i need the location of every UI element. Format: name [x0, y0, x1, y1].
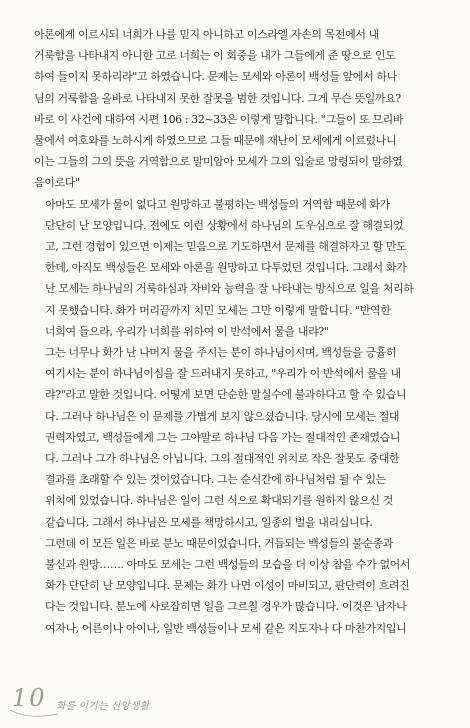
text-line: 불신과 원망……. 아마도 모세는 그런 백성들의 모습을 더 이상 참을 수가 없어서 [45, 558, 411, 572]
text-line: 아론에게 이르시되 너희가 나를 믿지 아니하고 이스라엘 자손의 목전에서 내 [34, 28, 379, 41]
text-line: 아마도 모세가 물이 없다고 원망하고 불평하는 백성들의 거역함 때문에 화가 [45, 197, 390, 211]
text-line: 화가 단단히 난 모양입니다. 문제는 화가 나면 이성이 마비되고, 판단력이 흐려진 [45, 579, 410, 593]
body-text [34, 24, 440, 639]
text-line: 다는 것입니다. 분노에 사로잡히면 일을 그르칠 경우가 많습니다. 이것은 남자나 [45, 600, 407, 614]
text-line: 거룩함을 나타내지 아니한 고로 너희는 이 회중을 내가 그들에게 준 땅으로 인도 [34, 49, 396, 63]
page-footer [8, 684, 208, 720]
text-line: 여자나, 어른이나 아이나, 일반 백성들이나 모세 같은 지도자나 다 마찬가지입니 [45, 621, 407, 635]
running-title: 화를 이기는 신앙생활 [56, 701, 150, 712]
text-line: 한데, 아직도 백성들은 모세와 아론을 원망하고 다투었던 것입니다. 그래서 화가 [45, 261, 407, 275]
text-line: 바로 이 사건에 대하여 시편 106 : 32~33은 이렇게 말합니다. "그들이 또 므리바 [34, 112, 404, 126]
text-line: 위치에 있었습니다. 하나님은 일이 그런 식으로 확대되기를 원하지 않으신 것 [45, 494, 393, 508]
text-line: 음이로다" [34, 176, 80, 190]
paragraph [34, 342, 440, 533]
text-line: 결과를 초래할 수 있는 것이었습니다. 그는 순식간에 하나님처럼 될 수 있는 [45, 473, 386, 487]
text-line: 여기시는 분이 하나님이심을 잘 드러내지 못하고, "우리가 이 반석에서 물을 내 [45, 367, 401, 381]
text-line: 하여 들이지 못하리라"고 하였습니다. 문제는 모세와 아론이 백성들 앞에서 하나 [34, 70, 397, 84]
text-line: 권력자였고, 백성들에게 그는 그야말로 하나님 다음 가는 절대적인 존재였습니 [45, 430, 401, 444]
text-line: 님의 거룩함을 올바로 나타내지 못한 잘못을 범한 것입니다. 그게 무슨 뜻일까요? [34, 91, 401, 105]
text-line: 이는 그들의 그의 뜻을 거역함으로 말미암아 모세가 그의 입술로 망령되이 말하였 [34, 155, 403, 169]
text-line: 고, 그런 경험이 있으면 이제는 믿음으로 기도하면서 문제를 해결하자고 할 만도 [45, 240, 407, 254]
text-line: 물에서 여호와를 노하시게 하였으므로 그들 때문에 재난이 모세에게 이르렀나니 [34, 134, 397, 148]
page-number: 10 [12, 684, 47, 712]
paragraph [34, 24, 440, 194]
text-line: 지 못했습니다. 화가 머리끝까지 치민 모세는 그만 이렇게 말합니다. "반역한 [45, 303, 391, 317]
text-line: 랴?"라고 말한 것입니다. 어떻게 보면 단순한 말실수에 불과하다고 할 수 있습니 [45, 388, 407, 402]
text-line: 다. 그러나 그가 하나님은 아닙니다. 그의 절대적인 위치로 작은 잘못도 중대한 [45, 452, 400, 466]
text-line: 너희여 들으라, 우리가 너희를 위하여 이 반석에서 물을 내랴?" [45, 324, 329, 338]
footer-ornament [8, 708, 60, 720]
paragraph [34, 533, 440, 639]
text-line: 단단히 난 모양입니다. 전에도 이런 상황에서 하나님의 도우심으로 잘 해결되었 [45, 218, 404, 232]
text-line: 난 모세는 하나님의 거룩하심과 자비와 능력을 잘 나타내는 방식으로 일을 처리하 [45, 282, 414, 296]
text-line: 다. 그러나 하나님은 이 문제를 가볍게 보지 않으셨습니다. 당시에 모세는 절대 [45, 409, 400, 423]
text-line: 그는 너무나 화가 난 나머지 물을 주시는 분이 하나님이시며, 백성들을 긍휼히 [45, 346, 397, 360]
text-line: 같습니다. 그래서 하나님은 모세를 책망하시고, 일종의 벌을 내리십니다. [45, 515, 373, 529]
paragraph [34, 194, 440, 342]
text-line: 그런데 이 모든 일은 바로 분노 때문이었습니다. 거듭되는 백성들의 불순종과 [45, 536, 393, 550]
